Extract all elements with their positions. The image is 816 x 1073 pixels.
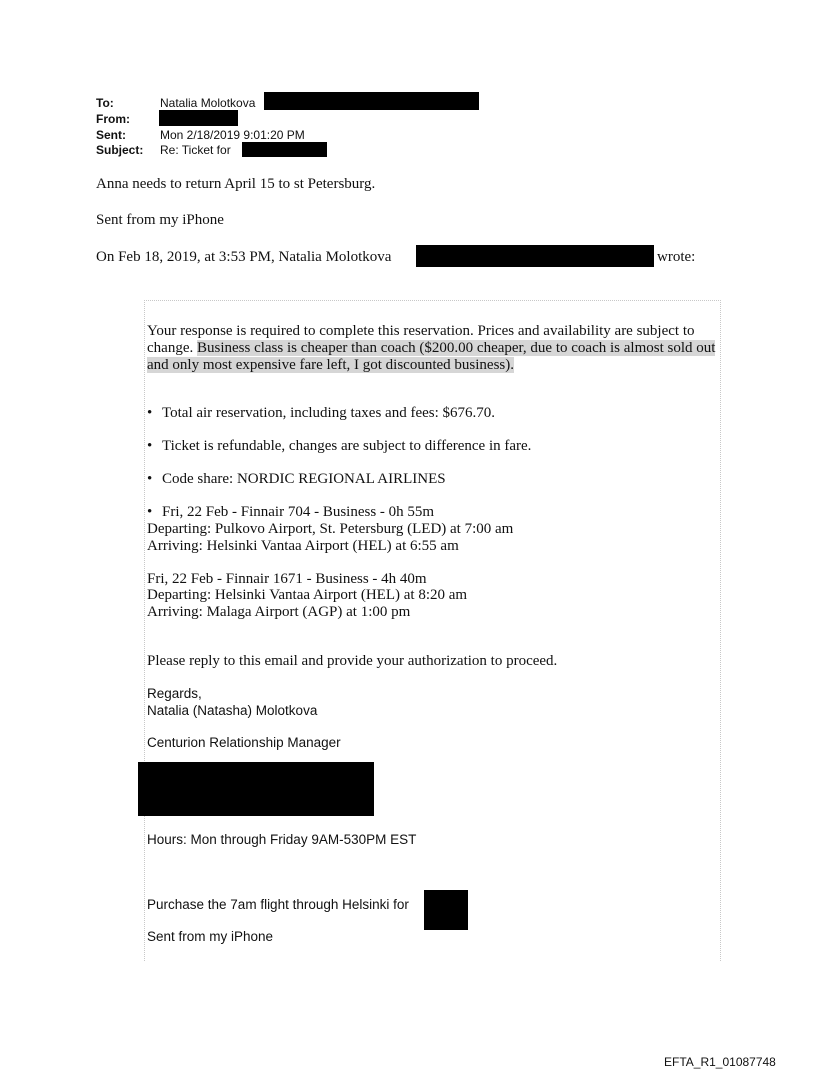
quoted-sent-from: Sent from my iPhone — [147, 929, 274, 944]
redaction-subject — [242, 142, 327, 157]
purchase-line: Purchase the 7am flight through Helsinki for — [147, 897, 409, 912]
sent-value: Mon 2/18/2019 9:01:20 PM — [160, 128, 305, 142]
body-line-wrote: wrote: — [657, 249, 696, 265]
header-subject — [96, 143, 231, 157]
body-line-return: Anna needs to return April 15 to st Petersburg. — [96, 176, 376, 192]
to-label: To: — [96, 96, 114, 110]
quoted-intro-plain: Your response is required to complete this reservation. Prices and availability are subject to change. — [147, 323, 695, 356]
signature-title: Centurion Relationship Manager — [147, 735, 341, 750]
bullet-total: • Total air reservation, including taxes and fees: $676.70. — [147, 405, 496, 421]
quoted-intro-highlight: Business class is cheaper than coach ($200.00 cheaper, due to coach is almost sold out and only most expensive fare left, I got discounted business). — [147, 340, 716, 373]
from-label: From: — [96, 112, 130, 126]
redaction-to-email — [264, 92, 479, 110]
flight1-depart: Departing: Pulkovo Airport, St. Petersburg (LED) at 7:00 am — [147, 521, 514, 537]
flight2-title: Fri, 22 Feb - Finnair 1671 - Business - 4h 40m — [147, 571, 427, 587]
signature-regards: Regards, — [147, 686, 202, 701]
bullet-refund-text: Ticket is refundable, changes are subject to difference in fare. — [162, 438, 532, 454]
redaction-signature-block — [138, 762, 374, 816]
header-from — [96, 112, 160, 126]
bullet-total-text: Total air reservation, including taxes and fees: $676.70. — [162, 405, 496, 421]
flight1-arrive: Arriving: Helsinki Vantaa Airport (HEL) at 6:55 am — [147, 538, 459, 554]
signature-name: Natalia (Natasha) Molotkova — [147, 703, 318, 718]
bullet-refund: • Ticket is refundable, changes are subject to difference in fare. — [147, 438, 532, 454]
body-line-on-wrote: On Feb 18, 2019, at 3:53 PM, Natalia Molotkova — [96, 249, 392, 265]
hours-line: Hours: Mon through Friday 9AM-530PM EST — [147, 832, 417, 847]
flight1-title-text: Fri, 22 Feb - Finnair 704 - Business - 0h 55m — [162, 504, 435, 520]
bullet-codeshare: • Code share: NORDIC REGIONAL AIRLINES — [147, 471, 446, 487]
sent-label: Sent: — [96, 128, 126, 142]
subject-value: Re: Ticket for — [160, 143, 231, 157]
bullet-codeshare-text: Code share: NORDIC REGIONAL AIRLINES — [162, 471, 446, 487]
reply-request: Please reply to this email and provide your authorization to proceed. — [147, 653, 558, 669]
redaction-purchase-name — [424, 890, 468, 930]
body-line-sent-from: Sent from my iPhone — [96, 212, 224, 228]
header-to — [96, 96, 255, 110]
document-id: EFTA_R1_01087748 — [664, 1055, 776, 1069]
flight2-depart: Departing: Helsinki Vantaa Airport (HEL) at 8:20 am — [147, 587, 468, 603]
flight1-title: • Fri, 22 Feb - Finnair 704 - Business - 0h 55m — [147, 504, 435, 520]
flight2-arrive: Arriving: Malaga Airport (AGP) at 1:00 pm — [147, 604, 411, 620]
redaction-from — [159, 110, 238, 126]
quoted-message-box — [144, 300, 721, 961]
redaction-wrote-email — [416, 245, 654, 267]
to-value: Natalia Molotkova — [160, 96, 256, 110]
quoted-intro — [147, 323, 717, 374]
subject-label: Subject: — [96, 143, 144, 157]
header-sent — [96, 128, 305, 142]
